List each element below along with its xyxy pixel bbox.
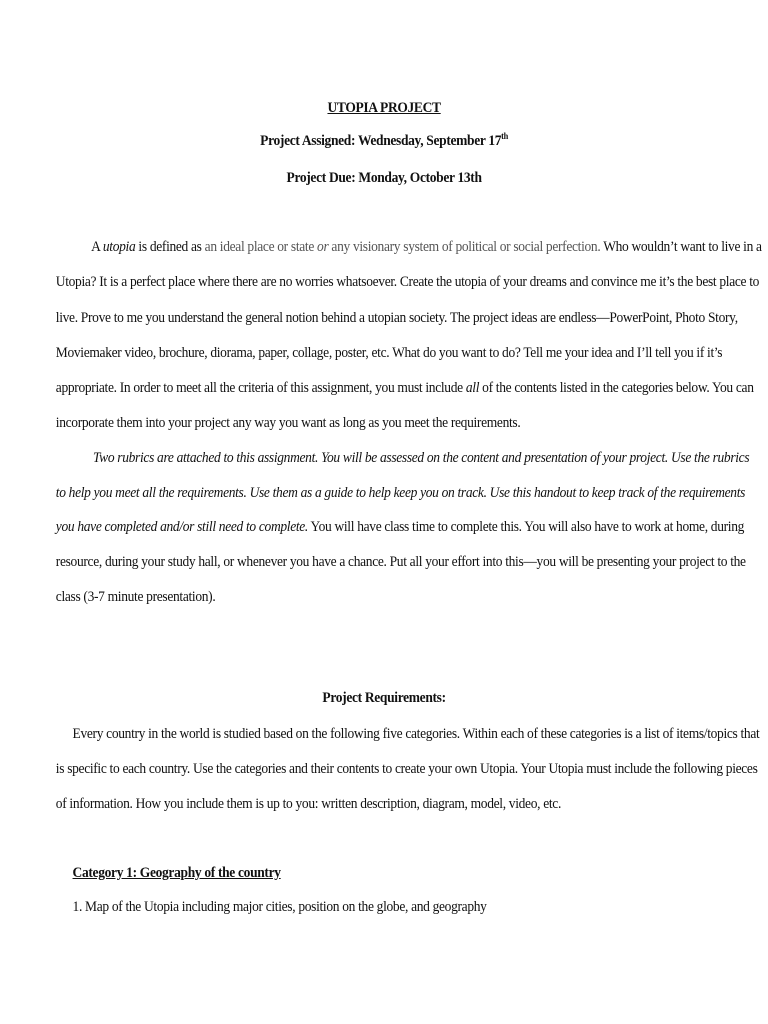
definition-or: or [317,239,329,255]
assigned-date-text: Project Assigned: Wednesday, September 17 [260,133,502,149]
intro-text: of the contents listed in the categories below. You can [479,380,754,396]
requirements-heading: Project Requirements: [322,690,446,706]
intro-text: Who wouldn’t want to live in a [600,239,762,255]
intro-line-1 [91,240,762,255]
category-1-item-1: 1. Map of the Utopia including major cities, position on the globe, and geography [72,899,487,915]
intro-emphasis-all: all [465,380,480,396]
intro-term-utopia: utopia [102,239,136,255]
assigned-date-ordinal: th [501,131,508,141]
rubric-line-2: to help you meet all the requirements. Use them as a guide to help keep you on track. Use this handout to keep track of the requirements [55,485,746,501]
intro-line-3: live. Prove to me you understand the general notion behind a utopian society. The project ideas are endless—PowerPoint, Photo Story, [55,310,738,326]
rubric-line-1: Two rubrics are attached to this assignment. You will be assessed on the content and presentation of your project. Use the rubrics [93,450,750,466]
intro-text: A [91,239,103,255]
rubric-line-4: resource, during your study hall, or whenever you have a chance. Put all your effort into this—you will be presenting your project to the [55,554,746,570]
rubric-line-3 [56,520,744,535]
rubric-italic-text: you have completed and/or still need to complete. [55,519,308,535]
rubric-text: You will have class time to complete this. You will also have to work at home, during [307,519,745,535]
document-title: UTOPIA PROJECT [327,100,441,116]
definition-text: an ideal place or state [204,239,318,255]
requirements-line-1: Every country in the world is studied based on the following five categories. Within each of these categories is a list of items/topics that [72,726,760,742]
intro-line-6: incorporate them into your project any way you want as long as you meet the requirements. [55,415,521,431]
due-date: Project Due: Monday, October 13th [286,170,482,186]
definition-text: any visionary system of political or social perfection. [328,239,601,255]
requirements-line-2: is specific to each country. Use the categories and their contents to create your own Utopia. Your Utopia must include the following pieces [55,761,758,777]
category-1-heading: Category 1: Geography of the country [72,865,281,881]
assigned-date [0,131,768,149]
requirements-line-3: of information. How you include them is up to you: written description, diagram, model, video, etc. [55,796,562,812]
intro-text: appropriate. In order to meet all the criteria of this assignment, you must include [55,380,466,396]
rubric-line-5: class (3-7 minute presentation). [55,589,216,605]
intro-text: is defined as [135,239,205,255]
intro-line-2: Utopia? It is a perfect place where there are no worries whatsoever. Create the utopia of your dreams and convince me it’s the best place to [55,274,760,290]
intro-line-4: Moviemaker video, brochure, diorama, paper, collage, poster, etc. What do you want to do? Tell me your idea and I’ll tell you if it’s [55,345,723,361]
intro-line-5 [56,381,754,396]
